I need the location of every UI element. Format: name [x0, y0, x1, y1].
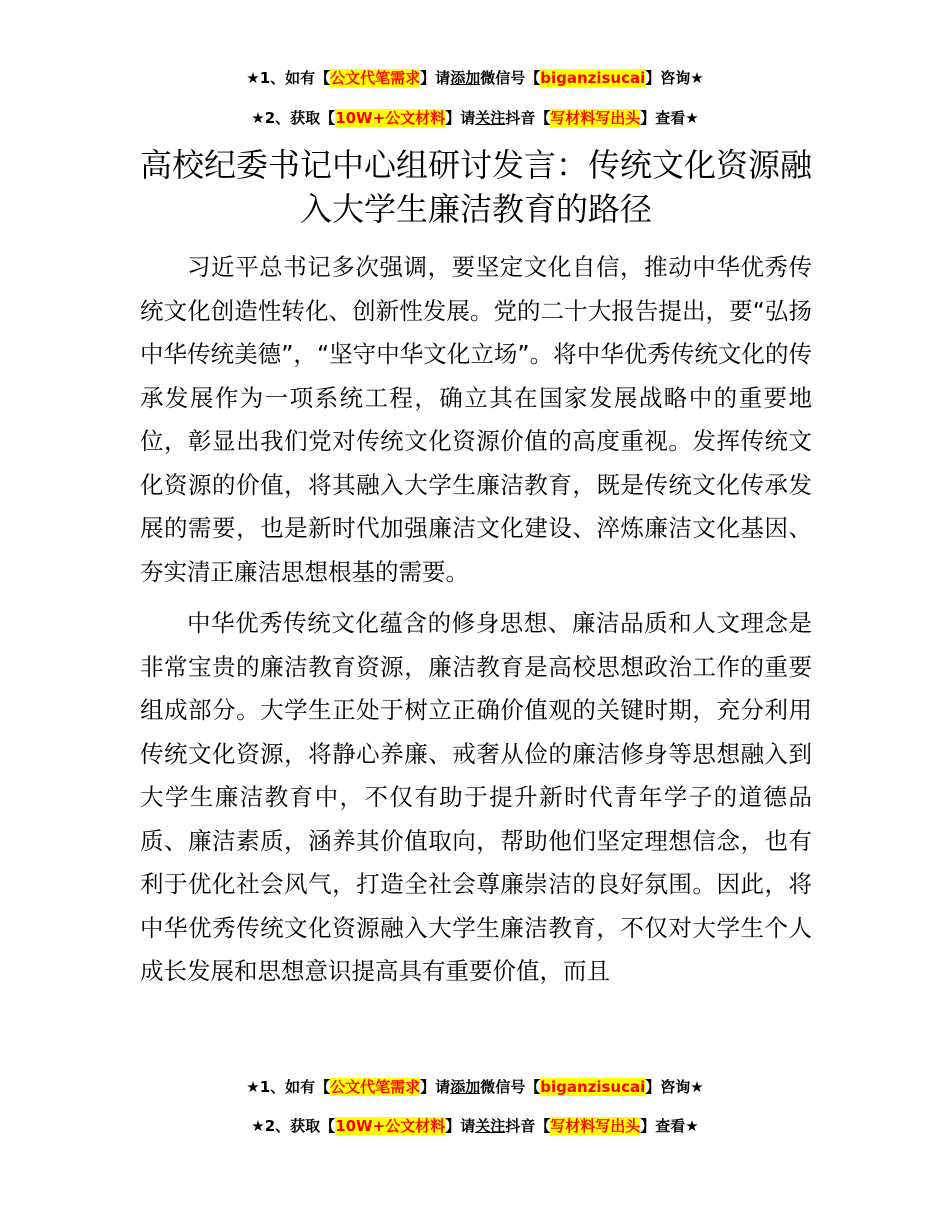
- banner-text: ★2、获取【: [251, 109, 336, 127]
- banner-emphasis: 添加: [450, 69, 481, 87]
- header-line-1: [0, 67, 950, 89]
- header-line-2: [0, 107, 950, 129]
- banner-text: 抖音【: [505, 1117, 551, 1135]
- banner-text: 】查看★: [640, 1117, 699, 1135]
- footer-line-2: [0, 1115, 950, 1137]
- banner-highlight: 10W+公文材料: [335, 1117, 446, 1135]
- banner-text: 抖音【: [505, 109, 551, 127]
- banner-highlight: 写材料写出头: [550, 109, 641, 127]
- banner-highlight: 写材料写出头: [550, 1117, 641, 1135]
- banner-text: 微信号【: [480, 1078, 541, 1096]
- banner-highlight: 公文代笔需求: [330, 1078, 421, 1096]
- banner-text: ★1、如有【: [246, 69, 331, 87]
- banner-text: 】请: [445, 1117, 476, 1135]
- banner-text: 】请: [420, 69, 451, 87]
- banner-text: 】咨询★: [645, 69, 704, 87]
- banner-text: 】请: [420, 1078, 451, 1096]
- footer-line-1: [0, 1076, 950, 1098]
- banner-highlight: biganzisucai: [540, 1078, 646, 1096]
- body-paragraph-2: 中华优秀传统文化蕴含的修身思想、廉洁品质和人文理念是非常宝贵的廉洁教育资源，廉洁教育是高校思想政治工作的重要组成部分。大学生正处于树立正确价值观的关键时期，充分利用传统文化资源，将静心养廉、戒奢从俭的廉洁修身等思想融入到大学生廉洁教育中，不仅有助于提升新时代青年学子的道德品质、廉洁素质，涵养其价值取向，帮助他们坚定理想信念，也有利于优化社会风气，打造全社会尊廉崇洁的良好氛围。因此，将中华优秀传统文化资源融入大学生廉洁教育，不仅对大学生个人成长发展和思想意识提高具有重要价值，而且: [140, 609, 812, 985]
- banner-emphasis: 添加: [450, 1078, 481, 1096]
- banner-text: 】请: [445, 109, 476, 127]
- document-title: 高校纪委书记中心组研讨发言：传统文化资源融入大学生廉洁教育的路径: [140, 146, 813, 228]
- banner-text: 】咨询★: [645, 1078, 704, 1096]
- banner-text: 】查看★: [640, 109, 699, 127]
- banner-highlight: 10W+公文材料: [335, 109, 446, 127]
- banner-text: ★1、如有【: [246, 1078, 331, 1096]
- banner-emphasis: 关注: [475, 109, 506, 127]
- banner-text: 微信号【: [480, 69, 541, 87]
- banner-highlight: biganzisucai: [540, 69, 646, 87]
- banner-highlight: 公文代笔需求: [330, 69, 421, 87]
- body-paragraph-1: 习近平总书记多次强调，要坚定文化自信，推动中华优秀传统文化创造性转化、创新性发展。党的二十大报告提出，要“弘扬中华传统美德”，“坚守中华文化立场”。将中华优秀传统文化的传承发展作为一项系统工程，确立其在国家发展战略中的重要地位，彰显出我们党对传统文化资源价值的高度重视。发挥传统文化资源的价值，将其融入大学生廉洁教育，既是传统文化传承发展的需要，也是新时代加强廉洁文化建设、淬炼廉洁文化基因、夯实清正廉洁思想根基的需要。: [140, 253, 812, 586]
- banner-emphasis: 关注: [475, 1117, 506, 1135]
- banner-text: ★2、获取【: [251, 1117, 336, 1135]
